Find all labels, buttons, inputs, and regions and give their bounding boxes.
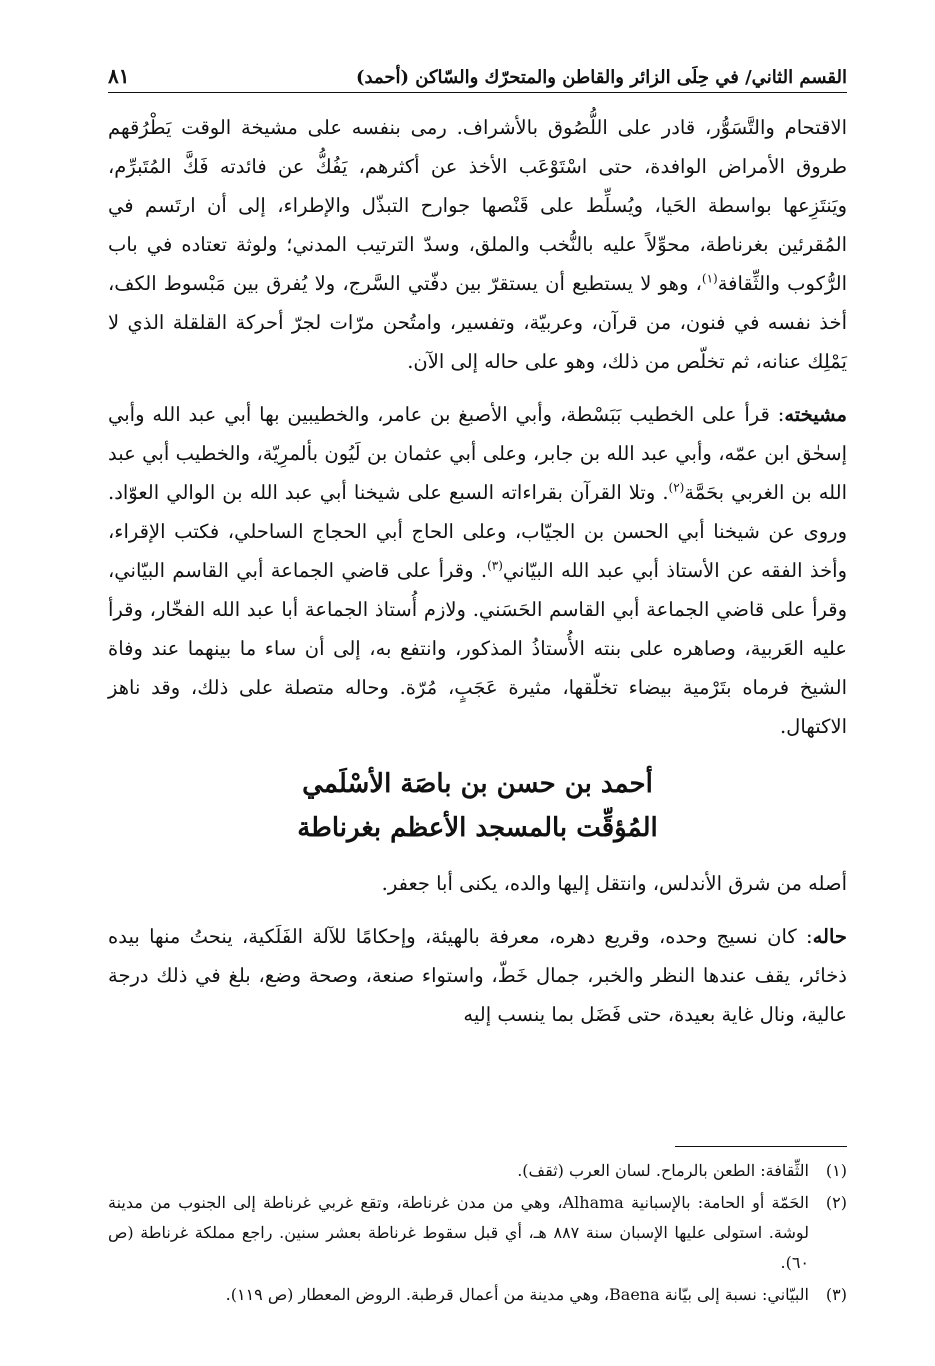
footnote-text: البيّاني: نسبة إلى بيّانة Baena، وهي مدينة من أعمال قرطبة. الروض المعطار (ص ١١٩). [225,1285,809,1304]
page-number: ٨١ [108,64,130,88]
section-lead-mashyakha: مشيخته [784,403,847,426]
paragraph-1 [108,108,847,381]
footnote-separator [675,1146,847,1147]
main-text [108,108,847,1034]
footnote-text: الثِّقافة: الطعن بالرماح. لسان العرب (ثقف). [517,1161,809,1180]
footnote-ref-1: (١) [701,271,718,286]
paragraph-1-end: ، وهو لا يستطيع أن يستقرّ بين دفّتي السَّرج، ولا يُفرق بين مَبْسوط الكف، أخذ نفسه في فنون، من قرآن، وعربيّة، وتفسير، وامتُحن مرّات لجرّ أحركة القلقلة الذي لا يَمْلِك عنانه، ثم تخلّص من ذلك، وهو على حاله إلى الآن. [108,272,847,373]
footnote-2 [108,1188,847,1278]
running-title: القسم الثاني/ في حِلَى الزائر والقاطن والمتحرّك والسّاكن (أحمد) [355,67,847,88]
footnote-3 [108,1280,847,1310]
paragraph-2-part-c: . وقرأ على قاضي الجماعة أبي القاسم البيّاني، وقرأ على قاضي الجماعة أبي القاسم الحَسَني. ولازم أُستاذ الجماعة أبا عبد الله الفخّار، وقرأ عليه العَربية، وصاهره على بنته الأُستاذُ المذكور، وانتفع به، إلى أن ساء ما بينهما عند وفاة الشيخ فرماه بتَرْمية بيضاء تخلّقها، مثيرة عَجَبٍ، مُرّة. وحاله متصلة على ذلك، وقد ناهز الاكتهال. [108,559,847,738]
footnote-ref-2: (٢) [668,480,685,495]
footnote-ref-3: (٣) [487,558,503,573]
footnote-number: (١) [825,1161,847,1180]
entry-heading-line-2: المُؤقِّت بالمسجد الأعظم بغرناطة [297,813,658,843]
page-header [108,56,847,93]
footnote-number: (٣) [825,1285,847,1304]
entry-heading-line-1: أحمد بن حسن بن باصَة الأسْلَمي [302,769,653,799]
paragraph-1-text: الاقتحام والتَّسَوُّر، قادر على اللُّصُوق بالأشراف. رمى بنفسه على مشيخة الوقت يَطْرُقهم طروق الأمراض الوافدة، حتى اسْتَوْعَب الأخذ عن أكثرهم، يَفُكُّ عن فائدته فَكَّ المُتَبرِّم، ويَنتَزِعها بواسطة الحَيا، ويُسلِّط على قَنْصها جوارح التبذّل والإطراء، إلى أن ارتَسم في المُقرئين بغرناطة، محوِّلاً عليه بالنُّخب والملق، وسدّ الترتيب المدني؛ ولوثة تعتاده في باب الرُّكوب والثِّقافة [108,116,847,295]
footnote-1 [108,1156,847,1186]
section-lead-haluhu: حاله [812,925,847,948]
footnote-text: الحَمّة أو الحامة: بالإسبانية Alhama، وهي من مدن غرناطة، وتقع غربي غرناطة إلى الجنوب من مدينة لوشة. استولى عليها الإسبان سنة ٨٨٧ هـ، أي قبل سقوط غرناطة بعشر سنين. راجع مملكة غرناطة (ص ٦٠). [108,1193,809,1272]
paragraph-origin: أصله من شرق الأندلس، وانتقل إليها والده، يكنى أبا جعفر. [381,872,847,895]
paragraph-haluhu [108,917,847,1034]
paragraph-2-part-b: . وتلا القرآن بقراءاته السبع على شيخنا أبي عبد الله بن الوالي العوّاد. وروى عن شيخنا أبي الحسن بن الجيّاب، وعلى الحاج أبي الحجاج الساحلي، فكتب الإقراء، وأخذ الفقه عن الأستاذ أبي عبد الله البيّاني [108,481,848,582]
paragraph-2-part-a: : قرأ على الخطيب بَبَسْطة، وأبي الأصبغ بن عامر، والخطيبين بها أبي عبد الله وأبي إسحٰق ابن عمّه، وأبي عبد الله بن جابر، وعلى أبي عثمان بن لَيُون بألمرِيّة، والخطيب أبي عبد الله بن الغربي بحَمَّة [108,403,848,504]
footnotes [108,1156,847,1312]
paragraph-mashyakha [108,395,847,746]
paragraph-4-text: : كان نسيج وحده، وقريع دهره، معرفة بالهيئة، وإحكامًا للآلة الفَلَكية، ينحتُ منها بيده ذخائر، يقف عندها النظر والخبر، جمال خَطّ، واستواء صنعة، وصحة وضع، بلغ في ذلك درجة عالية، ونال غاية بعيدة، حتى فَضَل بما ينسب إليه [108,925,847,1026]
footnote-number: (٢) [825,1193,847,1212]
